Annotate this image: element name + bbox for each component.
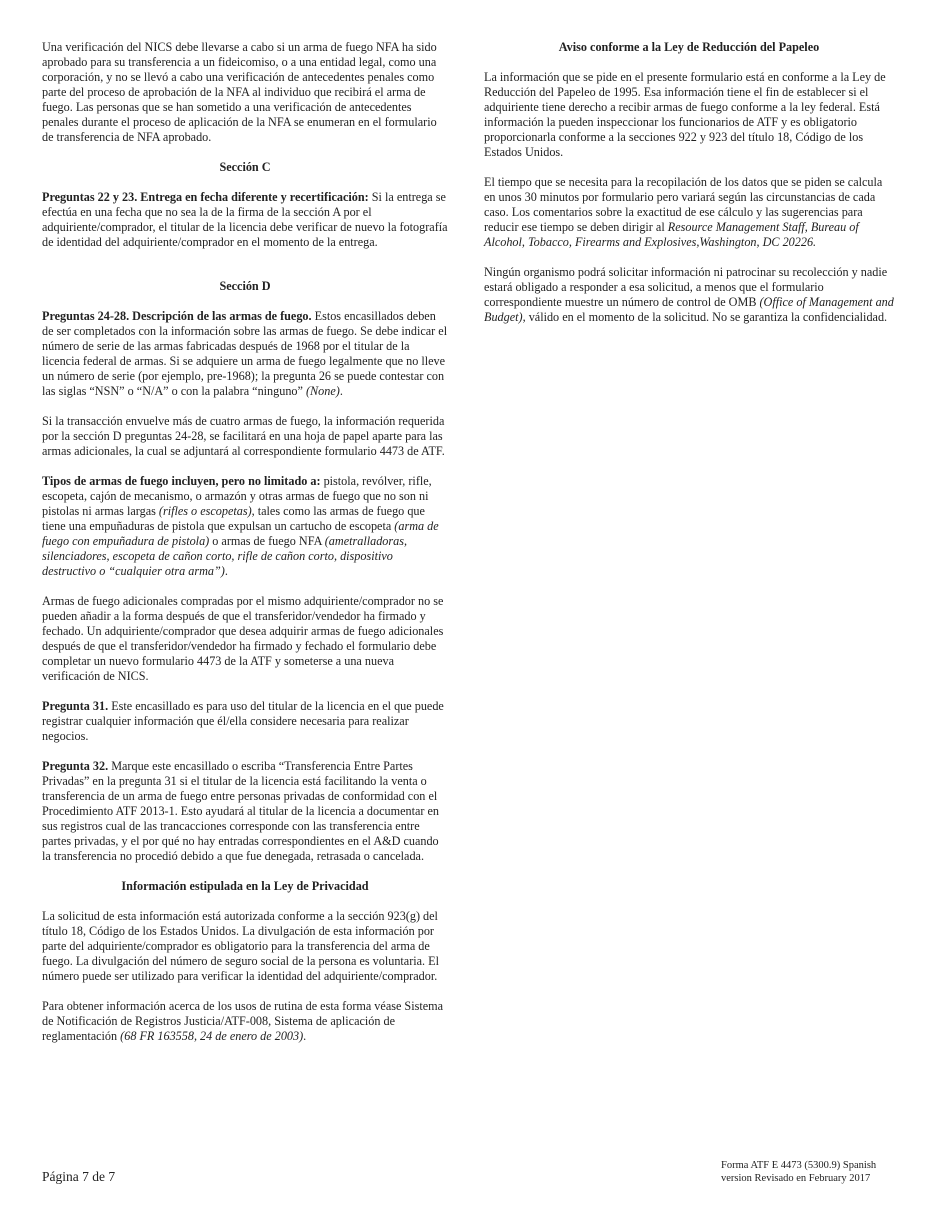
question-32-label: Pregunta 32. — [42, 759, 109, 773]
paperwork-act-heading: Aviso conforme a la Ley de Reducción del Papeleo — [558, 40, 820, 54]
privacy-act-heading: Información estipulada en la Ley de Privacidad — [121, 879, 369, 893]
page-number: Página 7 de 7 — [42, 1169, 116, 1184]
firearm-types-label: Tipos de armas de fuego incluyen, pero no limitado a: — [42, 474, 321, 488]
question-31-label: Pregunta 31. — [42, 699, 109, 713]
right-column — [484, 40, 894, 340]
questions-24-28-text: Estos encasillados deben de ser completados con la información sobre las armas de fuego. Se debe indicar el número de serie de las armas fabricadas después de 1968 por el titular de la licencia federal de armas. Si se adquiere un arma de fuego legalmente que no lleve un número de serie (por ejemplo, pre-1968); la pregunta 26 se puede contestar con las siglas “NSN” o “N/A” o con la palabra “ninguno” — [42, 309, 448, 398]
form-identifier-line-1: Forma ATF E 4473 (5300.9) Spanish — [721, 1160, 877, 1171]
firearm-types-paragraph: Tipos de armas de fuego incluyen, pero no limitado a: pistola, revólver, rifle, escopeta, cajón de mecanismo, o armazón y otras armas de fuego que no son ni pistolas ni armas largas (rifles o escopetas), tales como las armas de fuego que tiene una empuñaduras de pistola que expulsan un cartucho de escopeta (arma de fuego con empuñadura de pistola) o armas de fuego NFA (ametralladoras, silenciadores, escopeta de cañon corto, rifle de cañon corto, dispositivo destructivo o “cualquier otra arma”). — [42, 474, 439, 578]
privacy-act-paragraph: La solicitud de esta información está autorizada conforme a la sección 923(g) del título 18, Código de los Estados Unidos. La divulgación de esta información por parte del adquiriente/comprador es obligatorio para la transferencia del arma de fuego. La divulgación del número de seguro social de la persona es voluntaria. El número puede ser utilizado para verificar la identidad del adquiriente/comprador. — [42, 909, 439, 983]
left-column — [42, 40, 448, 1059]
additional-firearms-paragraph: Armas de fuego adicionales compradas por el mismo adquiriente/comprador no se pueden añadir a la forma después de que el transferidor/vendedor ha firmado y fechado. Un adquiriente/comprador que desea adquirir armas de fuego adicionales después de que el transferidor/vendedor ha firmado y fechado el formulario debe completar un nuevo formulario 4473 de la ATF y someterse a una nueva verificación de NICS. — [42, 594, 444, 683]
four-firearms-paragraph: Si la transacción envuelve más de cuatro armas de fuego, la información requerida por la sección D preguntas 24-28, se facilitará en una hoja de papel aparte para las armas adicionales, la cual se adjuntará al correspondiente formulario 4473 de ATF. — [42, 414, 445, 458]
questions-24-28-paragraph: Preguntas 24-28. Descripción de las armas de fuego. Estos encasillados deben de ser completados con la información sobre las armas de fuego. Se debe indicar el número de serie de las armas fabricadas después de 1968 por el titular de la licencia federal de armas. Si se adquiere un arma de fuego legalmente que no lleve un número de serie (por ejemplo, pre-1968); la pregunta 26 se puede contestar con las siglas “NSN” o “N/A” o con la palabra “ninguno” (None). — [42, 309, 448, 398]
section-c-heading: Sección C — [219, 160, 271, 174]
routine-uses-paragraph: Para obtener información acerca de los usos de rutina de esta forma véase Sistema de Notificación de Registros Justicia/ATF-008, Sistema de aplicación de reglamentación (68 FR 163558, 24 de enero de 2003). — [42, 999, 444, 1043]
time-estimate-paragraph: El tiempo que se necesita para la recopilación de los datos que se piden se calcula en unos 30 minutos por formulario pero variará según las circunstancias de cada caso. Los comentarios sobre la exactitud de ese cálculo y las sugerencias para reducir ese tiempo se deben dirigir al Resource Management Staff, Bureau of Alcohol, Tobacco, Firearms and Explosives,Washington, DC 20226. — [484, 175, 883, 249]
questions-24-28-label: Preguntas 24-28. Descripción de las armas de fuego. — [42, 309, 312, 323]
questions-22-23-label: Preguntas 22 y 23. Entrega en fecha diferente y recertificación: — [42, 190, 369, 204]
questions-22-23-paragraph — [42, 190, 448, 250]
paperwork-act-paragraph: La información que se pide en el presente formulario está en conforme a la Ley de Reducción del Papeleo de 1995. Esa información tiene el fin de establecer si el adquiriente tiene derecho a recibir armas de fuego conforme a la ley federal. Está información la pueden inspeccionar los funcionarios de ATF y es obligatorio proporcionarla conforme a la secciones 922 y 923 del título 18, Código de los Estados Unidos. — [484, 70, 886, 159]
questions-24-28-none: (None) — [305, 384, 340, 398]
question-32-paragraph: Pregunta 32. Marque este encasillado o escriba “Transferencia Entre Partes Privadas” en la pregunta 31 si el titular de la licencia está facilitando la venta o transferencia de un arma de fuego entre personas privadas de conformidad con el Procedimiento ATF 2013-1. Esto ayudará al titular de la licencia a documentar en sus registros cual de las trancacciones corresponde con las transferencia entre partes privadas, y el por qué no hay entradas correspondientes en el A&D cuando la transferencia no procedió debido a que fue denegada, retrasada o cancelada. — [42, 759, 439, 863]
form-identifier-line-2: version Revisado en February 2017 — [721, 1172, 871, 1184]
section-d-heading: Sección D — [219, 279, 271, 293]
question-31-paragraph: Pregunta 31. Este encasillado es para uso del titular de la licencia en el que puede registrar cualquier información que él/ella considere necesaria para realizar negocios. — [42, 699, 444, 743]
nics-paragraph: Una verificación del NICS debe llevarse a cabo si un arma de fuego NFA ha sido aprobado para su transferencia a un fideicomiso, o a una entidad legal, como una corporación, y no se llevó a cabo una verificación de antecedentes penales como parte del proceso de aprobación de la NFA al individuo que recibirá el arma de fuego. Las personas que se han sometido a una verificación de antecedentes penales durante el proceso de aplicación de la NFA se enumeran en el formulario de transferencia de NFA aprobado. — [42, 40, 437, 144]
omb-paragraph: Ningún organismo podrá solicitar información ni patrocinar su recolección y nadie estará obligado a responder a esa solicitud, a menos que el formulario correspondiente muestre un número de control de OMB (Office of Management and Budget), válido en el momento de la solicitud. No se garantiza la confidencialidad. — [484, 265, 894, 324]
questions-22-23-text: Si la entrega se efectúa en una fecha que no sea la de la firma de la sección A por el adquiriente/comprador, el titular de la licencia debe verificar de nuevo la fotografía de identidad del adquiriente/comprador en el momento de la entrega. — [42, 190, 448, 249]
form-identifier — [721, 1160, 876, 1185]
